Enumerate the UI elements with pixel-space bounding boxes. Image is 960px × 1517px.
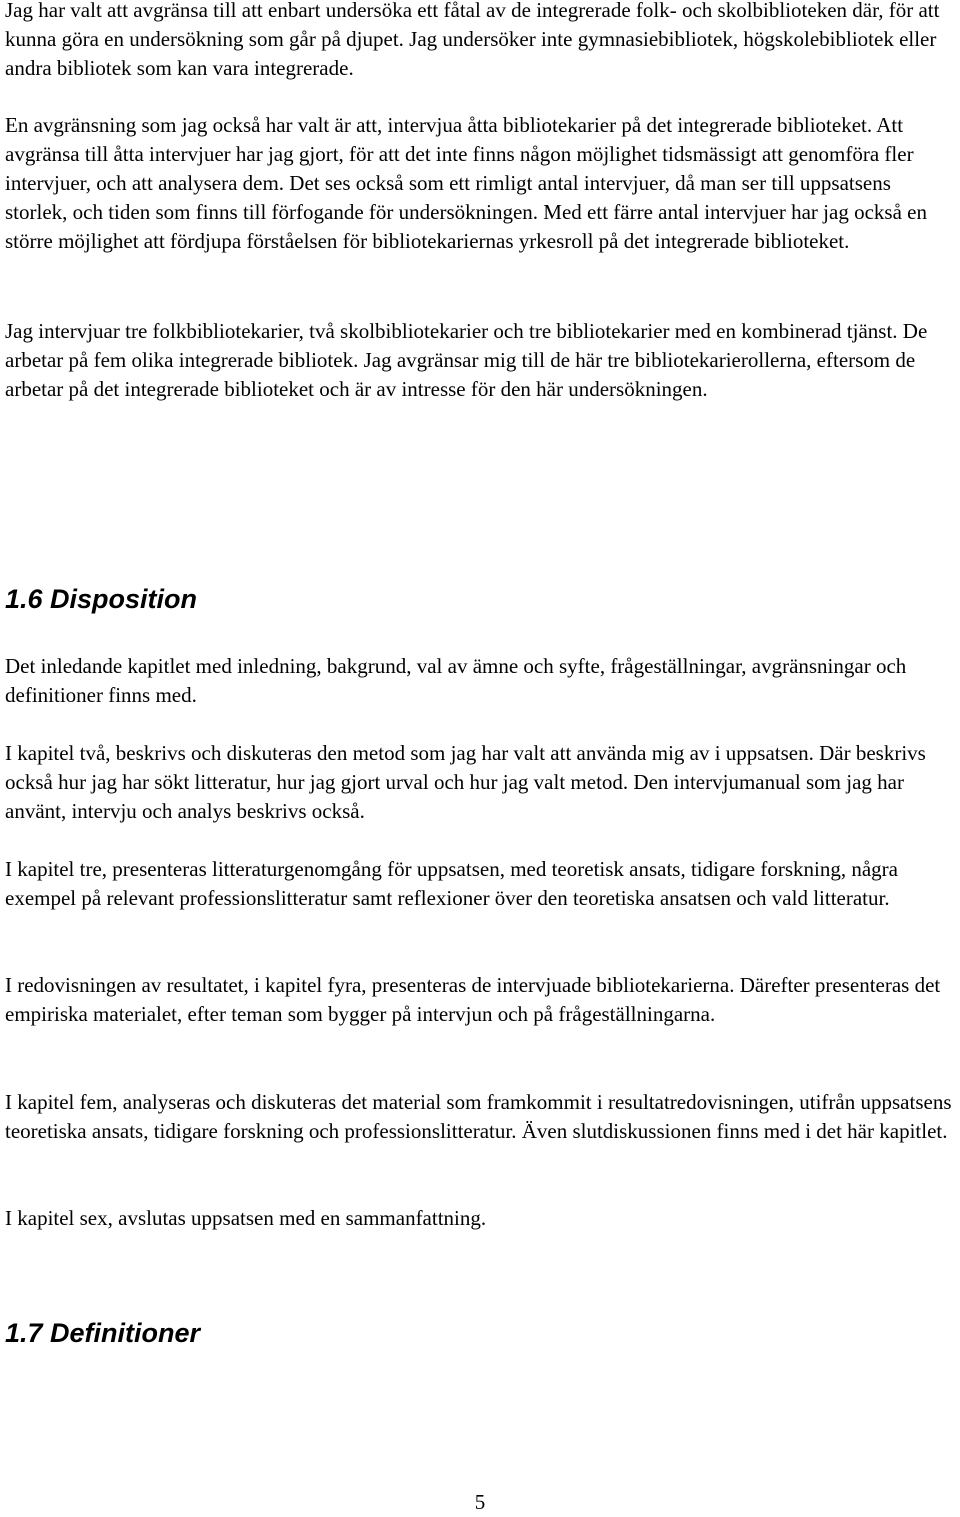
page-number: 5 [474,1490,486,1514]
paragraph-chapter-six: I kapitel sex, avslutas uppsatsen med en sammanfattning. [5,1206,487,1230]
paragraph-delimitation-intro: Jag har valt att avgränsa till att enbart undersöka ett fåtal av de integrerade folk- och skolbiblioteken där, för att kunna göra en undersökning som går på djupet. Jag undersöker inte gymnasiebibliotek, högskolebibliotek eller andra bibliotek som kan vara integrerade. [5,0,940,80]
paragraph-chapter-five: I kapitel fem, analyseras och diskuteras det material som framkommit i resultatredovisningen, utifrån uppsatsens teoretiska ansats, tidigare forskning och professionslitteratur. Även slutdiskussionen finns med i det här kapitlet. [5,1090,952,1143]
paragraph-chapter-three: I kapitel tre, presenteras litteraturgenomgång för uppsatsen, med teoretisk ansats, tidigare forskning, några exempel på relevant professionslitteratur samt reflexioner över den teoretiska ansatsen och vald litteratur. [5,857,898,910]
paragraph-chapter-one: Det inledande kapitlet med inledning, bakgrund, val av ämne och syfte, frågeställningar, avgränsningar och definitioner finns med. [5,654,907,707]
section-heading-disposition: 1.6 Disposition [5,584,198,614]
paragraph-interview-delimitation: En avgränsning som jag också har valt är att, intervjua åtta bibliotekarier på det integrerade biblioteket. Att avgränsa till åtta intervjuer har jag gjort, för att det inte finns någon möjlighet tidsmässigt att genomföra fler intervjuer, och att analysera dem. Det ses också som ett rimligt antal intervjuer, då man ser till uppsatsens storlek, och tiden som finns till förfogande för undersökningen. Med ett färre antal intervjuer har jag också en större möjlighet att fördjupa förståelsen för bibliotekariernas yrkesroll på det integrerade biblioteket. [5,113,927,253]
paragraph-interviewees: Jag intervjuar tre folkbibliotekarier, två skolbibliotekarier och tre bibliotekarier med en kombinerad tjänst. De arbetar på fem olika integrerade bibliotek. Jag avgränsar mig till de här tre bibliotekarierollerna, eftersom de arbetar på det integrerade biblioteket och är av intresse för den här undersökningen. [5,319,928,401]
paragraph-chapter-four: I redovisningen av resultatet, i kapitel fyra, presenteras de intervjuade bibliotekarierna. Därefter presenteras det empiriska materialet, efter teman som bygger på intervjun och på frågeställningarna. [5,973,941,1026]
section-heading-definitions: 1.7 Definitioner [5,1318,201,1348]
paragraph-chapter-two: I kapitel två, beskrivs och diskuteras den metod som jag har valt att använda mig av i uppsatsen. Där beskrivs också hur jag har sökt litteratur, hur jag gjort urval och hur jag valt metod. Den intervjumanual som jag har använt, intervju och analys beskrivs också. [5,741,926,823]
